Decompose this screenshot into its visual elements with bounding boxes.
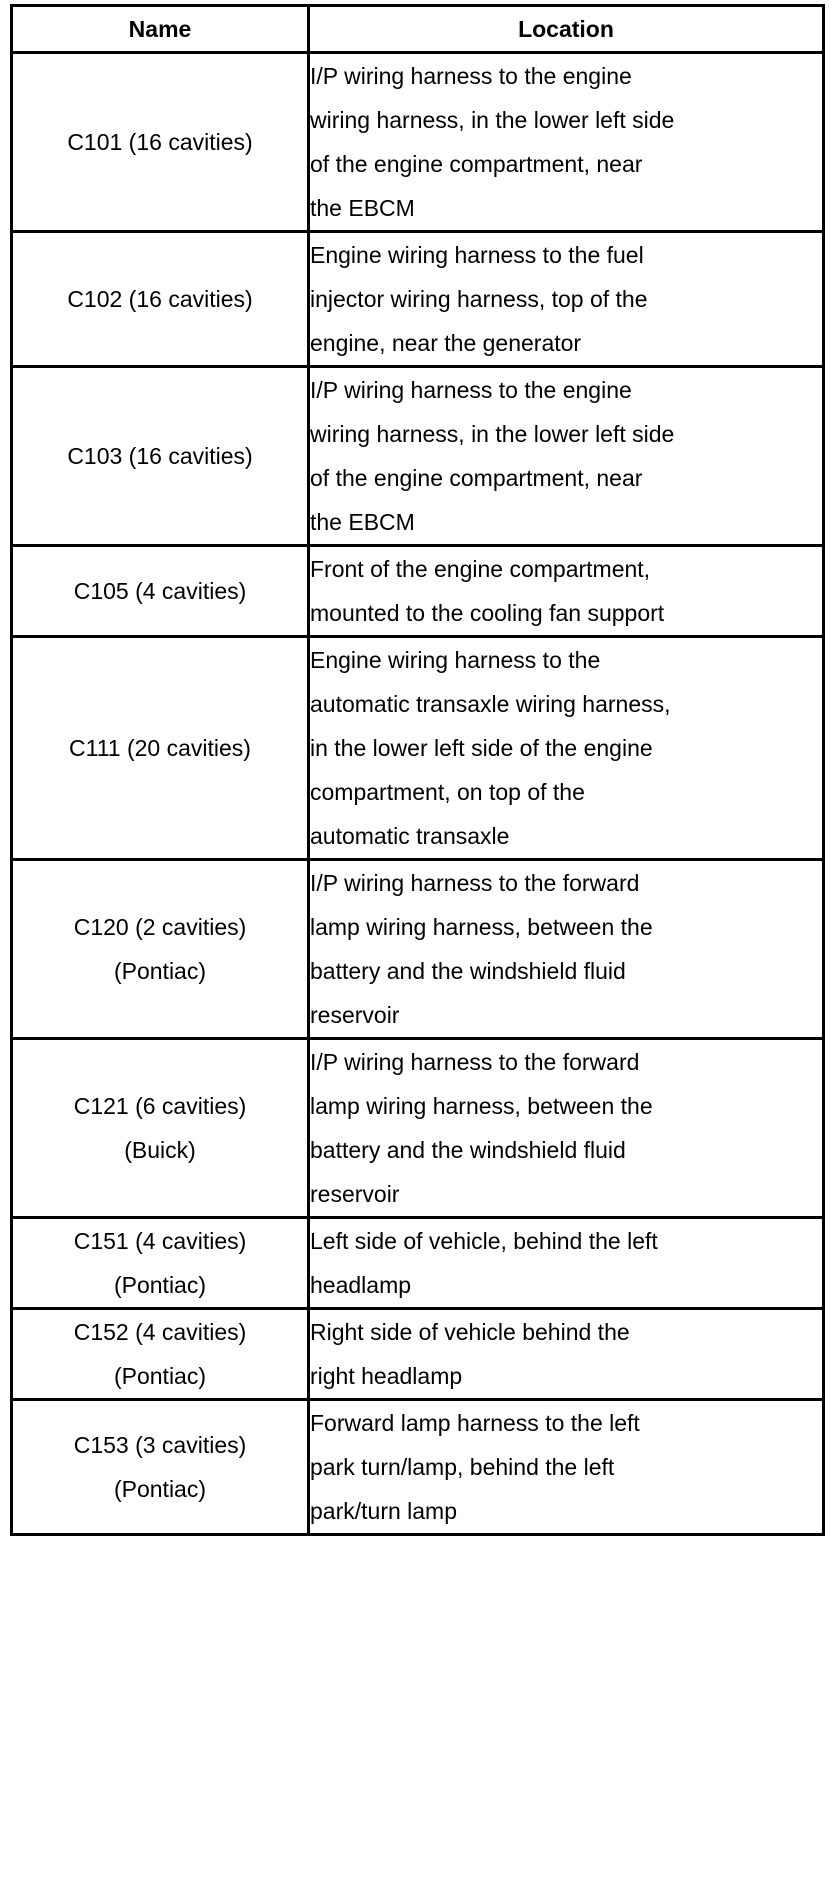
connector-location-cell <box>309 637 824 860</box>
table-row <box>12 546 824 637</box>
connector-location-table <box>10 4 825 1536</box>
connector-location-line: wiring harness, in the lower left side <box>310 421 675 447</box>
connector-name-cell <box>12 53 309 232</box>
connector-location-cell <box>309 546 824 637</box>
connector-location-cell <box>309 1400 824 1535</box>
connector-location-line: wiring harness, in the lower left side <box>310 107 675 133</box>
connector-location-line: Forward lamp harness to the left <box>310 1410 640 1436</box>
connector-location-line: Engine wiring harness to the fuel <box>310 242 644 268</box>
connector-location-line: right headlamp <box>310 1363 463 1389</box>
table-row <box>12 637 824 860</box>
table-header-row <box>12 6 824 53</box>
connector-location-line: Right side of vehicle behind the <box>310 1319 630 1345</box>
table-body <box>12 53 824 1535</box>
connector-location-cell <box>309 1039 824 1218</box>
connector-name-line: C111 (20 cavities) <box>69 735 251 761</box>
connector-location-line: I/P wiring harness to the engine <box>310 63 632 89</box>
connector-location-cell <box>309 367 824 546</box>
connector-location-cell <box>309 860 824 1039</box>
table-row <box>12 1309 824 1400</box>
connector-location-line: engine, near the generator <box>310 330 582 356</box>
connector-name-line: (Pontiac) <box>113 1272 207 1298</box>
connector-location-line: reservoir <box>310 1002 400 1028</box>
connector-location-line: I/P wiring harness to the forward <box>310 1049 640 1075</box>
connector-name-line: (Pontiac) <box>113 1476 207 1502</box>
connector-location-line: of the engine compartment, near <box>310 151 643 177</box>
connector-name-cell <box>12 232 309 367</box>
name-column-header: Name <box>12 6 309 53</box>
connector-name-line: (Pontiac) <box>113 958 207 984</box>
table-row <box>12 232 824 367</box>
connector-name-cell <box>12 1309 309 1400</box>
connector-name-cell <box>12 1218 309 1309</box>
table-row <box>12 1039 824 1218</box>
connector-location-line: Front of the engine compartment, <box>310 556 651 582</box>
connector-location-cell <box>309 53 824 232</box>
connector-location-line: the EBCM <box>310 509 415 535</box>
connector-location-line: battery and the windshield fluid <box>310 958 626 984</box>
table-row <box>12 53 824 232</box>
connector-name-line: C103 (16 cavities) <box>67 443 253 469</box>
connector-name-line: C102 (16 cavities) <box>67 286 253 312</box>
connector-location-line: mounted to the cooling fan support <box>310 600 665 626</box>
connector-location-line: in the lower left side of the engine <box>310 735 653 761</box>
connector-location-line: I/P wiring harness to the forward <box>310 870 640 896</box>
table-row <box>12 1218 824 1309</box>
connector-location-line: park turn/lamp, behind the left <box>310 1454 615 1480</box>
connector-name-line: (Buick) <box>124 1137 196 1163</box>
connector-name-cell <box>12 637 309 860</box>
connector-name-cell <box>12 1039 309 1218</box>
connector-location-line: lamp wiring harness, between the <box>310 914 653 940</box>
location-column-header: Location <box>309 6 824 53</box>
connector-name-line: C153 (3 cavities) <box>73 1432 247 1458</box>
connector-name-cell <box>12 1400 309 1535</box>
connector-location-line: Left side of vehicle, behind the left <box>310 1228 658 1254</box>
connector-location-line: lamp wiring harness, between the <box>310 1093 653 1119</box>
connector-name-line: C152 (4 cavities) <box>73 1319 247 1345</box>
connector-name-cell <box>12 546 309 637</box>
connector-location-line: reservoir <box>310 1181 400 1207</box>
connector-location-line: compartment, on top of the <box>310 779 585 805</box>
connector-name-cell <box>12 367 309 546</box>
table-row <box>12 860 824 1039</box>
table-row <box>12 367 824 546</box>
connector-location-line: automatic transaxle wiring harness, <box>310 691 671 717</box>
connector-name-cell <box>12 860 309 1039</box>
connector-name-line: C105 (4 cavities) <box>73 578 247 604</box>
connector-location-line: I/P wiring harness to the engine <box>310 377 632 403</box>
connector-name-line: C120 (2 cavities) <box>73 914 247 940</box>
connector-name-line: (Pontiac) <box>113 1363 207 1389</box>
connector-location-line: of the engine compartment, near <box>310 465 643 491</box>
connector-location-cell <box>309 1309 824 1400</box>
connector-location-line: injector wiring harness, top of the <box>310 286 648 312</box>
connector-location-line: headlamp <box>310 1272 412 1298</box>
connector-name-line: C101 (16 cavities) <box>67 129 253 155</box>
connector-location-line: Engine wiring harness to the <box>310 647 601 673</box>
connector-name-line: C121 (6 cavities) <box>73 1093 247 1119</box>
connector-location-line: automatic transaxle <box>310 823 510 849</box>
connector-location-line: battery and the windshield fluid <box>310 1137 626 1163</box>
connector-location-cell <box>309 1218 824 1309</box>
connector-name-line: C151 (4 cavities) <box>73 1228 247 1254</box>
connector-location-cell <box>309 232 824 367</box>
table-row <box>12 1400 824 1535</box>
connector-location-line: park/turn lamp <box>310 1498 458 1524</box>
connector-location-line: the EBCM <box>310 195 415 221</box>
